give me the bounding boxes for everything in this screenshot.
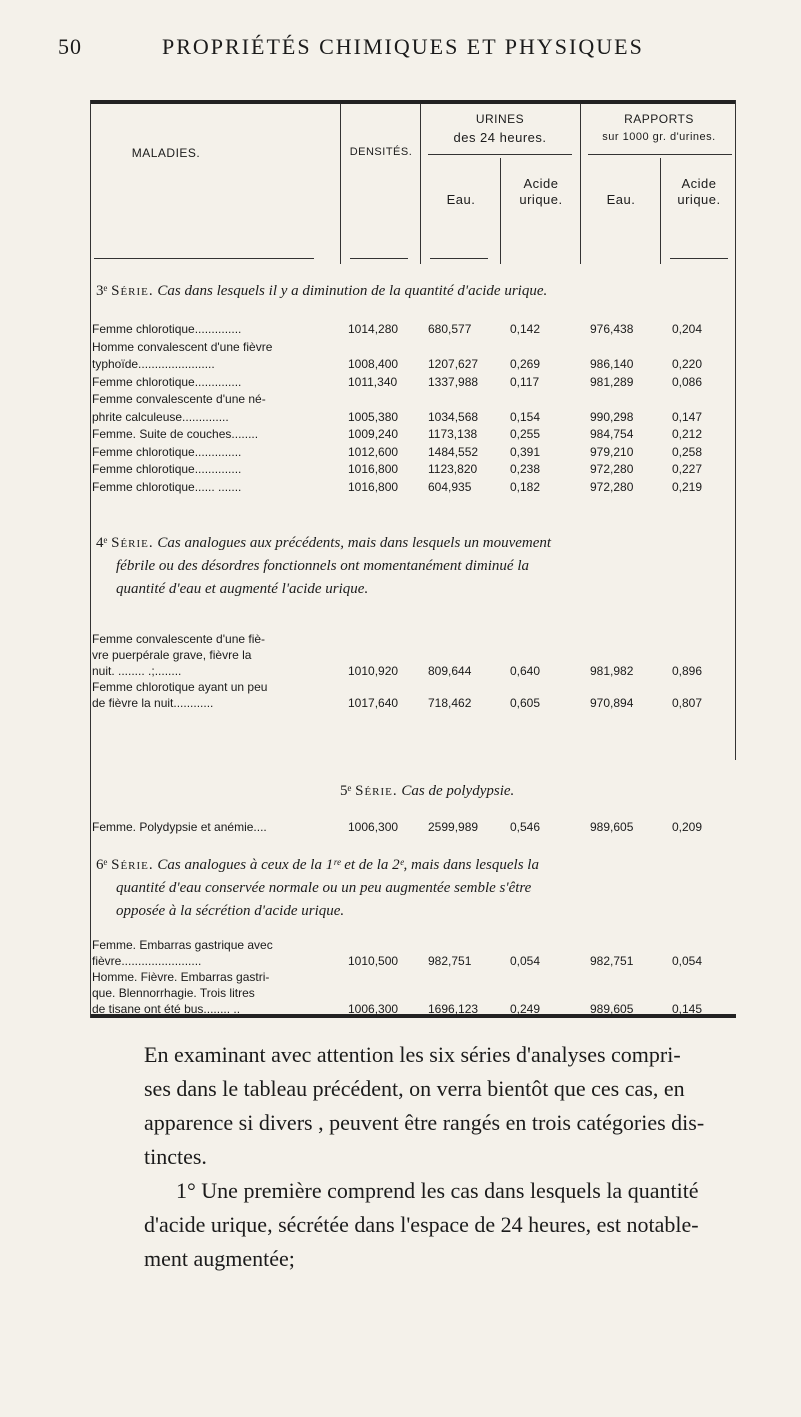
col-divider — [420, 104, 421, 264]
row-label: Femme. Suite de couches........ — [92, 427, 259, 441]
table-row — [90, 410, 736, 424]
col-acide-2: urique. — [519, 192, 563, 207]
table-row — [90, 1002, 736, 1016]
col-divider — [580, 104, 581, 264]
row-label: typhoïde....................... — [92, 357, 215, 371]
table-top-rule — [90, 100, 736, 104]
row-value: 1173,138 — [428, 427, 478, 441]
row-label: Femme chlorotique.............. — [92, 374, 242, 389]
row-value: 979,210 — [590, 444, 634, 459]
table-row — [90, 340, 736, 354]
table-row — [90, 696, 736, 710]
col-divider — [340, 104, 341, 264]
row-value: 984,754 — [590, 427, 634, 441]
row-value: 1016,800 — [348, 462, 399, 476]
row-value: 0,227 — [672, 462, 703, 476]
row-value: 0,145 — [672, 1002, 703, 1016]
row-value: 0,142 — [510, 322, 541, 336]
row-value: 0,391 — [510, 444, 541, 459]
row-label: vre puerpérale grave, fièvre la — [92, 648, 252, 662]
table-row — [90, 664, 736, 678]
table-row — [90, 462, 736, 476]
row-value: 0,238 — [510, 462, 541, 476]
table-row — [90, 357, 736, 371]
paragraph-line: En examinant avec attention les six séries d'analyses compri- — [144, 1042, 681, 1067]
row-value: 982,751 — [428, 954, 472, 968]
row-value: 1006,300 — [348, 1002, 399, 1016]
row-value: 1012,600 — [348, 444, 399, 459]
row-label: Femme chlorotique.............. — [92, 322, 242, 336]
col-rapports: RAPPORTS — [624, 112, 694, 126]
table-row — [90, 970, 736, 984]
row-value: 0,054 — [672, 954, 703, 968]
row-value: 989,605 — [590, 1002, 634, 1016]
col-urines: URINES — [475, 112, 525, 126]
paragraph-line: ses dans le tableau précédent, on verra bientôt que ces cas, en — [144, 1076, 685, 1101]
row-value: 0,807 — [672, 696, 703, 710]
row-value: 0,219 — [672, 479, 703, 494]
row-value: 1034,568 — [428, 409, 479, 424]
row-value: 1016,800 — [348, 479, 399, 494]
row-value: 1017,640 — [348, 696, 399, 710]
table-row — [90, 375, 736, 389]
series-3-title: 3ᵉ Série. Cas dans lesquels il y a diminution de la quantité d'acide urique. — [96, 283, 548, 299]
row-value: 972,280 — [590, 479, 634, 494]
table-row — [90, 445, 736, 459]
row-label: de fièvre la nuit............ — [92, 696, 214, 710]
header-rule — [430, 258, 488, 259]
paragraph-line: ment augmentée; — [144, 1246, 295, 1271]
row-label: Femme chlorotique ayant un peu — [92, 680, 268, 694]
row-value: 680,577 — [428, 322, 472, 336]
row-value: 0,154 — [510, 409, 541, 424]
row-value: 981,982 — [590, 664, 634, 678]
header-rule — [670, 258, 728, 259]
table-row — [90, 427, 736, 441]
row-value: 1005,380 — [348, 409, 399, 424]
row-value: 0,117 — [510, 374, 540, 389]
running-title: PROPRIÉTÉS CHIMIQUES ET PHYSIQUES — [162, 34, 644, 59]
paragraph-line: d'acide urique, sécrétée dans l'espace de 24 heures, est notable- — [144, 1212, 699, 1237]
row-label: phrite calculeuse.............. — [92, 409, 229, 424]
row-value: 982,751 — [590, 954, 634, 968]
brace-urines — [428, 154, 572, 155]
series-5-row: Femme. Polydypsie et anémie.... 1006,300 2599,989 0,546 989,605 0,209 — [92, 820, 703, 834]
paragraph-line: apparence si divers , peuvent être rangés en trois catégories dis- — [144, 1110, 705, 1135]
row-label: Femme convalescente d'une fiè- — [92, 632, 266, 646]
row-value: 0,220 — [672, 357, 703, 371]
row-label: nuit. ........ .;........ — [92, 664, 182, 678]
body-paragraph — [144, 1038, 739, 1276]
table-left-border — [90, 100, 91, 1018]
table-row — [90, 954, 736, 968]
col-eau: Eau. — [446, 192, 476, 207]
row-value: 0,269 — [510, 357, 541, 371]
row-value: 1009,240 — [348, 427, 399, 441]
row-label: Femme convalescente d'une né- — [92, 392, 266, 406]
row-label: Femme. Embarras gastrique avec — [92, 938, 273, 952]
row-value: 0,212 — [672, 427, 703, 441]
col-divider — [660, 158, 661, 264]
col-acide-rapport: Acide — [681, 176, 717, 191]
row-value: 809,644 — [428, 664, 472, 678]
row-value: 1123,820 — [428, 462, 478, 476]
row-value: 972,280 — [590, 462, 634, 476]
table-row — [90, 986, 736, 1000]
row-label: de tisane ont été bus........ .. — [92, 1002, 241, 1016]
col-acide-rapport-2: urique. — [677, 192, 721, 207]
table-row — [90, 480, 736, 494]
brace-rapports — [588, 154, 732, 155]
row-value: 0,605 — [510, 696, 541, 710]
row-value: 0,054 — [510, 954, 541, 968]
paragraph-line: 1° Une première comprend les cas dans lesquels la quantité — [176, 1178, 699, 1203]
row-value: 1484,552 — [428, 444, 479, 459]
row-value: 1008,400 — [348, 357, 399, 371]
row-value: 976,438 — [590, 322, 634, 336]
row-value: 990,298 — [590, 409, 634, 424]
table-row — [90, 632, 736, 646]
row-value: 0,204 — [672, 322, 703, 336]
row-label: que. Blennorrhagie. Trois litres — [92, 986, 255, 1000]
col-densites: DENSITÉS. — [349, 146, 413, 158]
col-eau-rapport: Eau. — [606, 192, 636, 207]
row-value: 1696,123 — [428, 1002, 479, 1016]
row-value: 970,894 — [590, 696, 634, 710]
row-value: 0,258 — [672, 444, 703, 459]
series-5-title: 5ᵉ Série. Cas de polydypsie. — [340, 783, 515, 799]
row-label: Femme chlorotique...... ....... — [92, 479, 242, 494]
series-4-title: 4ᵉ Série. Cas analogues aux précédents, mais dans lesquels un mouvement fébrile ou des désordres fonctionnels ont momentanément diminué la quantité d'eau et augmenté l'acide urique. — [96, 535, 552, 597]
col-rapports-sub: sur 1000 gr. d'urines. — [602, 131, 716, 143]
table-row — [90, 392, 736, 406]
paragraph-line: tinctes. — [144, 1144, 207, 1169]
row-value: 0,249 — [510, 1002, 541, 1016]
row-value: 0,182 — [510, 479, 541, 494]
row-label: Femme chlorotique.............. — [92, 462, 242, 476]
row-value: 1014,280 — [348, 322, 399, 336]
row-value: 718,462 — [428, 696, 472, 710]
row-label: Femme chlorotique.............. — [92, 444, 242, 459]
row-value: 1207,627 — [428, 357, 479, 371]
row-value: 0,086 — [672, 374, 703, 389]
series-6-title: 6ᵉ Série. Cas analogues à ceux de la 1ʳᵉ et de la 2ᵉ, mais dans lesquels la quantité d'eau conservée normale ou un peu augmentée semble s'être opposée à la sécrétion d'acide urique. — [96, 857, 539, 919]
row-value: 604,935 — [428, 479, 472, 494]
col-acide: Acide — [523, 176, 559, 191]
row-value: 0,896 — [672, 664, 703, 678]
row-value: 986,140 — [590, 357, 634, 371]
row-label: Homme. Fièvre. Embarras gastri- — [92, 970, 270, 984]
table-row — [90, 680, 736, 694]
header-rule — [350, 258, 408, 259]
row-value: 1011,340 — [348, 374, 398, 389]
page-number: 50 — [58, 34, 82, 59]
row-value: 1010,500 — [348, 954, 399, 968]
col-urines-sub: des 24 heures. — [453, 130, 547, 145]
col-divider — [500, 158, 501, 264]
row-value: 0,640 — [510, 664, 541, 678]
header-rule — [94, 258, 314, 259]
row-label: fièvre........................ — [92, 954, 202, 968]
col-maladies: MALADIES. — [131, 146, 201, 160]
table-row — [90, 322, 736, 336]
row-label: Homme convalescent d'une fièvre — [92, 339, 273, 354]
row-value: 1010,920 — [348, 664, 399, 678]
row-value: 1337,988 — [428, 374, 479, 389]
table-row — [90, 938, 736, 952]
data-table — [90, 100, 736, 1020]
row-value: 0,255 — [510, 427, 541, 441]
row-value: 981,289 — [590, 374, 634, 389]
table-row — [90, 648, 736, 662]
row-value: 0,147 — [672, 409, 703, 424]
